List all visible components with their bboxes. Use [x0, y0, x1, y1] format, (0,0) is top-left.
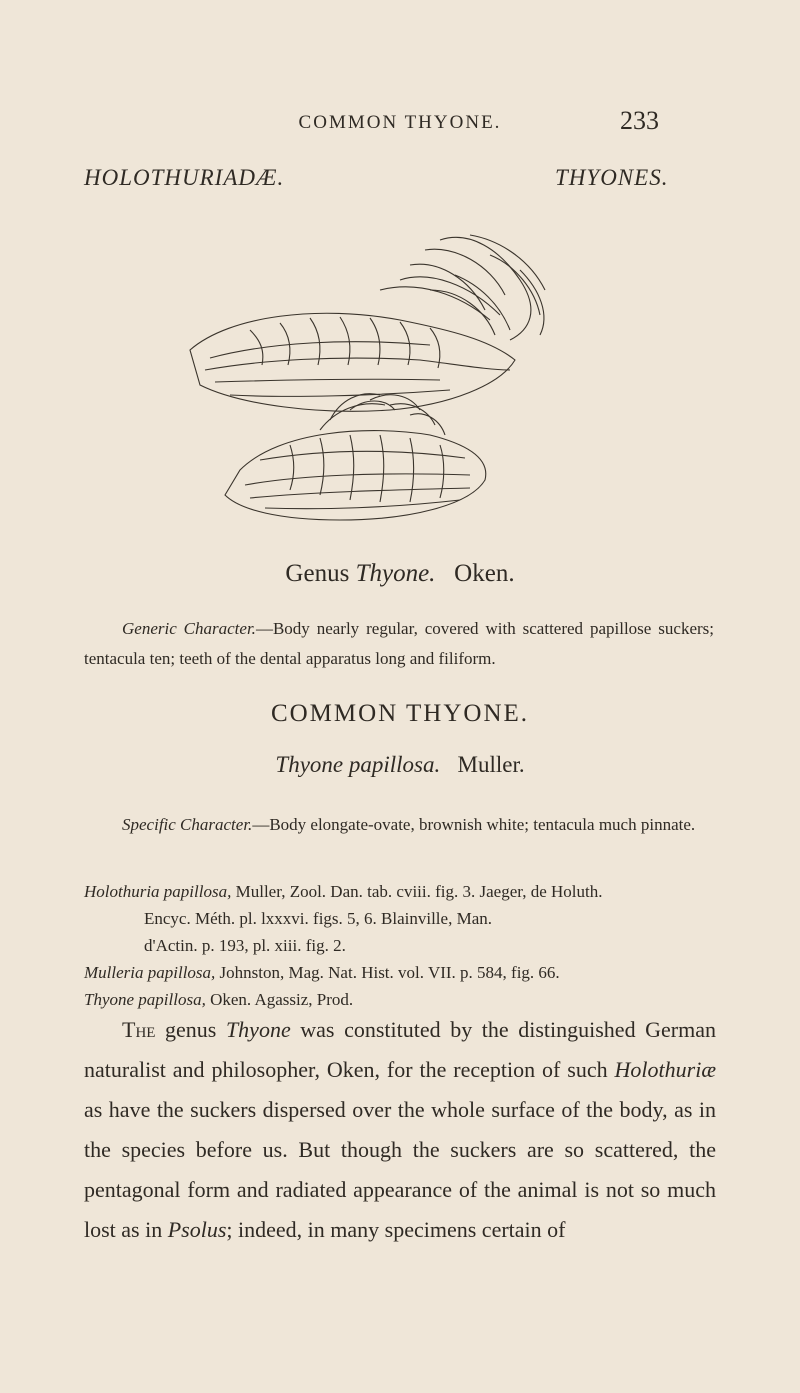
generic-character-text: —Body nearly regular, covered with scattered papillose suckers; tentacula ten; teeth of the dental apparatus long and filiform.	[84, 619, 714, 668]
section-heading-left: HOLOTHURIADÆ.	[84, 165, 285, 190]
genus-title-prefix: Genus	[285, 560, 356, 587]
running-head: COMMON THYONE.	[298, 112, 502, 133]
genus-author: Oken.	[454, 560, 515, 587]
genus-name: Thyone.	[355, 560, 436, 587]
lower-body	[225, 431, 486, 520]
body-text-part: ; indeed, in many specimens certain of	[226, 1217, 566, 1242]
section-heading-right: THYONES.	[555, 165, 669, 190]
generic-character-paragraph	[84, 614, 714, 674]
specific-character-text: —Body elongate-ovate, brownish white; tentacula much pinnate.	[252, 815, 696, 834]
synonym-name: Mulleria papillosa,	[84, 963, 216, 982]
body-paragraph	[84, 1010, 716, 1250]
species-author: Muller.	[457, 752, 525, 777]
synonym-reference: Johnston, Mag. Nat. Hist. vol. VII. p. 584, fig. 66.	[219, 963, 560, 982]
synonym-entry	[84, 986, 744, 1013]
psolus-italic: Psolus	[167, 1217, 227, 1242]
page-number: 233	[620, 106, 659, 135]
species-common-title: COMMON THYONE.	[270, 700, 530, 727]
generic-character-label: Generic Character.	[122, 619, 256, 638]
body-text-part: as have the suckers dispersed over the whole surface of the body, as in the species before us. But though the suckers are so scattered, the pentagonal form and radiated appearance of the animal is not so much lost as in	[84, 1097, 716, 1242]
lower-tentacle-crown	[320, 394, 445, 435]
species-latin-name: Thyone papillosa.	[275, 752, 441, 777]
upper-body	[190, 313, 515, 411]
species-latin-title	[0, 752, 800, 778]
genus-title	[0, 560, 800, 588]
specific-character-label: Specific Character.	[122, 815, 253, 834]
synonym-reference-continued: d'Actin. p. 193, pl. xiii. fig. 2.	[144, 936, 346, 955]
body-text-part: genus	[155, 1017, 226, 1042]
sea-cucumber-engraving-icon	[170, 220, 630, 540]
synonym-name: Holothuria papillosa,	[84, 882, 232, 901]
genus-italic: Thyone	[225, 1017, 291, 1042]
lead-caps: The	[122, 1017, 156, 1042]
synonymy-list	[84, 878, 744, 1013]
body-text-part: was constituted by the distinguished German naturalist and philosopher, Oken, for the reception of such	[84, 1017, 717, 1082]
synonym-reference: Muller, Zool. Dan. tab. cviii. fig. 3. Jaeger, de Holuth.	[235, 882, 603, 901]
synonym-reference-continued: Encyc. Méth. pl. lxxxvi. figs. 5, 6. Blainville, Man.	[144, 909, 492, 928]
upper-tentacle-crown	[380, 235, 545, 340]
synonym-entry	[84, 878, 744, 959]
synonym-name: Thyone papillosa,	[84, 990, 206, 1009]
specific-character-paragraph	[84, 810, 714, 840]
holothuriae-italic: Holothuriæ	[614, 1057, 716, 1082]
synonym-reference: Oken. Agassiz, Prod.	[210, 990, 354, 1009]
synonym-entry	[84, 959, 744, 986]
